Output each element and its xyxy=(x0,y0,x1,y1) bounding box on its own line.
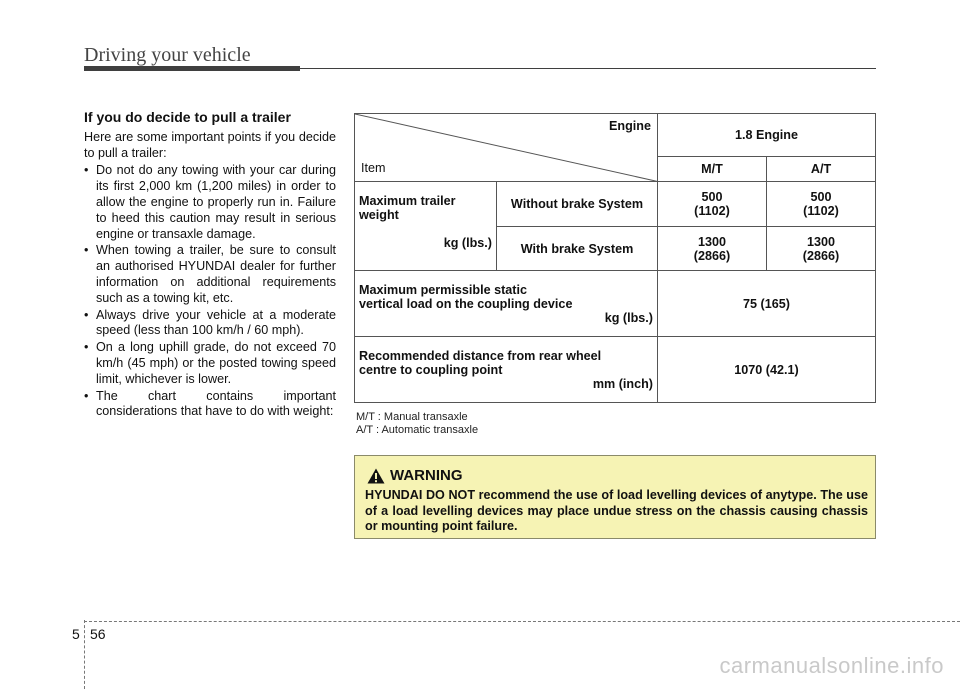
tips-list xyxy=(84,163,336,420)
without-brake-at-value xyxy=(767,182,876,227)
header-rule xyxy=(300,68,876,69)
value-line: (1102) xyxy=(694,204,730,218)
static-unit: kg (lbs.) xyxy=(604,310,653,325)
watermark-text: carmanualsonline.info xyxy=(719,653,944,678)
distance-label-line2: centre to coupling point xyxy=(359,362,503,377)
distance-label-line1: Recommended distance from rear wheel xyxy=(359,348,602,363)
without-brake-mt-value xyxy=(658,182,767,227)
max-trailer-label-line1: Maximum trailer xyxy=(359,194,456,208)
trailer-tips-column xyxy=(84,110,336,421)
warning-icon xyxy=(367,468,385,484)
intro-text: Here are some important points if you decide to pull a trailer: xyxy=(84,129,336,160)
static-load-label xyxy=(355,271,658,337)
value-line: 1300 xyxy=(697,234,727,249)
with-brake-label: With brake System xyxy=(497,227,658,271)
max-trailer-weight-label xyxy=(355,182,497,271)
list-item: • Always drive your vehicle at a moderate speed (less than 100 km/h / 60 mph). xyxy=(84,308,336,340)
item-header: Item xyxy=(361,161,386,175)
list-item: • When towing a trailer, be sure to consult an authorised HYUNDAI dealer for further information on additional requirements such as a towing kit, etc. xyxy=(84,243,336,306)
list-item: • Do not do any towing with your car during its first 2,000 km (1,200 miles) in order to allow the engine to properly run in. Failure to heed this caution may result in serious engine or transaxle damage. xyxy=(84,163,336,242)
value-line: 1300 xyxy=(806,234,836,249)
with-brake-mt-value xyxy=(658,227,767,271)
value-line: (2866) xyxy=(802,248,840,263)
max-trailer-label-line2: weight xyxy=(359,208,399,222)
warning-title xyxy=(367,467,463,484)
max-trailer-unit: kg (lbs.) xyxy=(443,236,492,250)
with-brake-at-value xyxy=(767,227,876,271)
page-header-title: Driving your vehicle xyxy=(84,44,251,66)
value-line: (2866) xyxy=(693,248,731,263)
coupling-distance-label xyxy=(355,337,658,403)
table-corner-header xyxy=(355,114,658,182)
distance-unit: mm (inch) xyxy=(592,376,653,391)
static-label-line1: Maximum permissible static xyxy=(359,282,527,297)
header-bar xyxy=(84,66,300,71)
table-notes xyxy=(356,411,478,437)
footer-divider xyxy=(84,620,85,689)
trailer-spec-table xyxy=(354,113,876,403)
value-line: 500 xyxy=(701,190,723,204)
list-item: • On a long uphill grade, do not exceed 70 km/h (45 mph) or the posted towing speed limit, whichever is lower. xyxy=(84,340,336,387)
warning-text: HYUNDAI DO NOT recommend the use of load levelling devices of anytype. The use of a load levelling devices may place undue stress on the chassis causing chassis or mounting point failure. xyxy=(365,488,868,533)
warning-title-text: WARNING xyxy=(390,467,463,484)
value-line: 500 xyxy=(810,190,832,204)
note-at: A/T : Automatic transaxle xyxy=(356,424,479,436)
coupling-distance-value: 1070 (42.1) xyxy=(658,337,876,403)
list-item: • The chart contains important considerations that have to do with weight: xyxy=(84,389,336,421)
mt-header: M/T xyxy=(658,157,767,182)
note-mt: M/T : Manual transaxle xyxy=(356,411,468,423)
without-brake-label: Without brake System xyxy=(497,182,658,227)
static-load-value: 75 (165) xyxy=(658,271,876,337)
section-heading: If you do decide to pull a trailer xyxy=(84,109,291,125)
static-label-line2: vertical load on the coupling device xyxy=(359,296,573,311)
footer-rule xyxy=(84,621,960,622)
value-line: (1102) xyxy=(803,204,839,218)
warning-box xyxy=(354,455,876,539)
chapter-number: 5 xyxy=(72,626,80,642)
at-header: A/T xyxy=(767,157,876,182)
page-number: 56 xyxy=(90,626,106,642)
engine-header: Engine xyxy=(609,119,651,133)
engine-name-header: 1.8 Engine xyxy=(658,114,876,157)
